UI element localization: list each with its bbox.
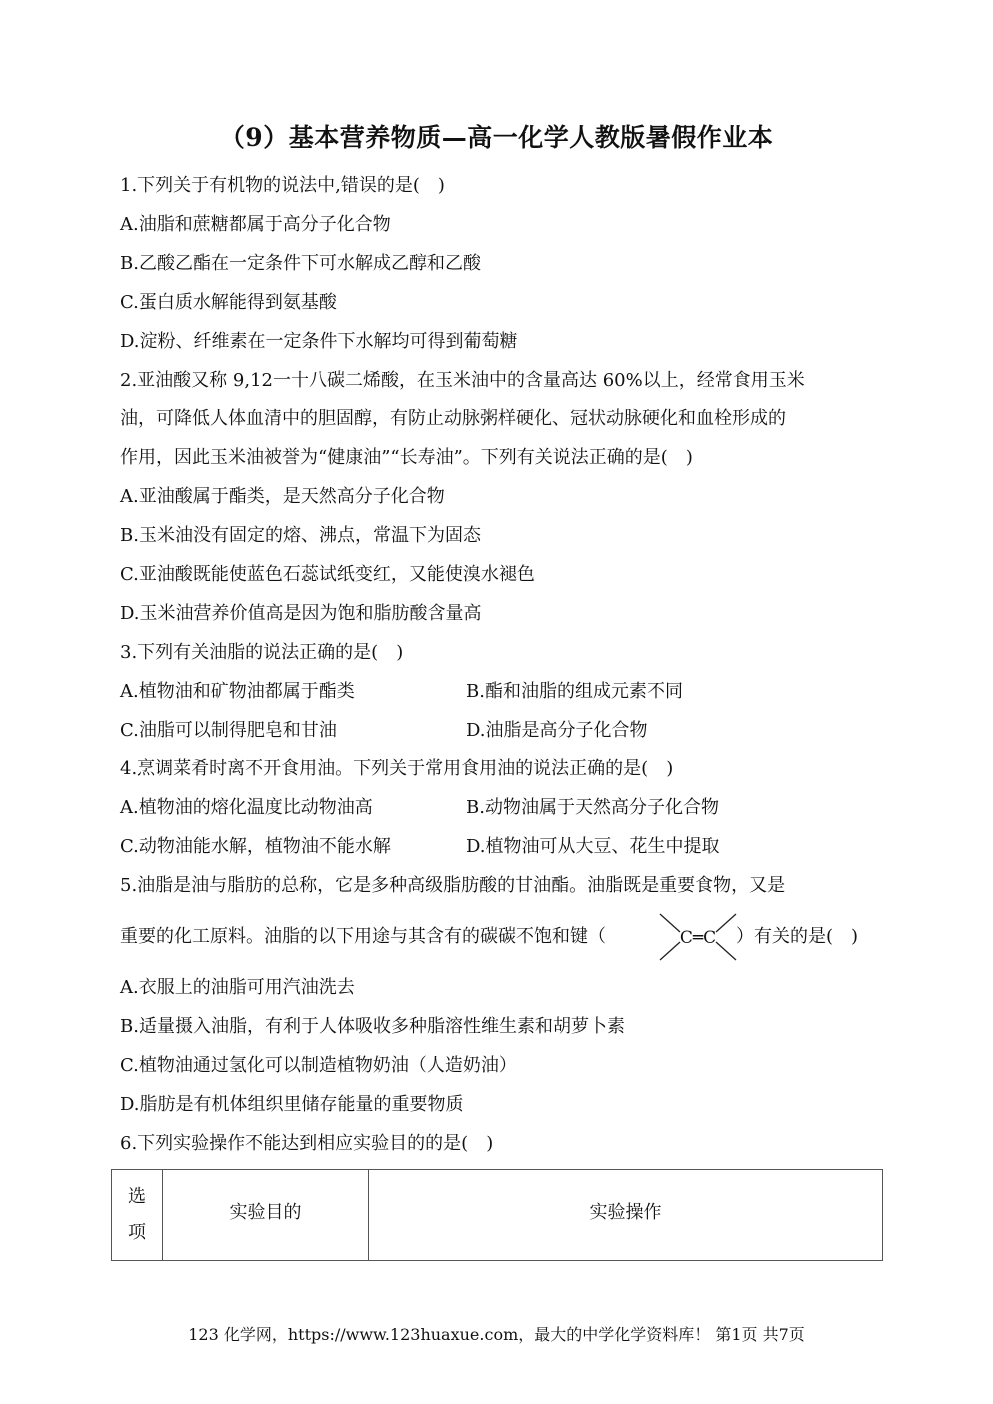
header-option-char2: 项 [128,1222,146,1243]
header-operation: 实验操作 [369,1170,883,1261]
q4-stem: 4.烹调菜肴时离不开食用油。下列关于常用食用油的说法正确的是( ) [120,758,674,779]
q2-stem-line2: 油，可降低人体血清中的胆固醇，有防止动脉粥样硬化、冠状动脉硬化和血栓形成的 [120,408,786,429]
q5-option-a: A.衣服上的油脂可用汽油洗去 [120,977,355,998]
header-option-char1: 选 [128,1186,146,1207]
q2-option-b: B.玉米油没有固定的熔、沸点，常温下为固态 [120,525,481,546]
q1-stem: 1.下列关于有机物的说法中,错误的是( ) [120,175,445,196]
q5-option-d: D.脂肪是有机体组织里储存能量的重要物质 [120,1094,464,1115]
bond-label: C═C [679,928,717,948]
q6-stem: 6.下列实验操作不能达到相应实验目的的是( ) [120,1133,494,1154]
experiment-table [111,1169,883,1261]
header-purpose: 实验目的 [163,1170,369,1261]
q3-stem: 3.下列有关油脂的说法正确的是( ) [120,642,404,663]
page-title: （9）基本营养物质—高一化学人教版暑假作业本 [219,123,774,152]
q5-option-b: B.适量摄入油脂，有利于人体吸收多种脂溶性维生素和胡萝卜素 [120,1016,625,1037]
carbon-carbon-double-bond-diagram [658,912,738,962]
q2-option-a: A.亚油酸属于酯类，是天然高分子化合物 [120,486,445,507]
q2-stem-line3: 作用，因此玉米油被誉为“健康油”“长寿油”。下列有关说法正确的是( ) [120,447,693,468]
q2-stem-line1: 2.亚油酸又称 9,12一十八碳二烯酸，在玉米油中的含量高达 60%以上，经常食用玉米 [120,370,805,391]
q3-option-c: C.油脂可以制得肥皂和甘油 [120,720,337,741]
q5-stem-line1: 5.油脂是油与脂肪的总称，它是多种高级脂肪酸的甘油酯。油脂既是重要食物，又是 [120,875,786,896]
q1-option-b: B.乙酸乙酯在一定条件下可水解成乙醇和乙酸 [120,253,481,274]
q5-stem-line2a: 重要的化工原料。油脂的以下用途与其含有的碳碳不饱和键（ [120,926,606,947]
q1-option-a: A.油脂和蔗糖都属于高分子化合物 [120,214,391,235]
q1-option-c: C.蛋白质水解能得到氨基酸 [120,292,337,313]
q5-option-c: C.植物油通过氢化可以制造植物奶油（人造奶油） [120,1055,517,1076]
q4-option-a: A.植物油的熔化温度比动物油高 [120,797,373,818]
q2-option-d: D.玉米油营养价值高是因为饱和脂肪酸含量高 [120,603,482,624]
table-header-row [112,1170,883,1261]
q2-option-c: C.亚油酸既能使蓝色石蕊试纸变红，又能使溴水褪色 [120,564,535,585]
header-option [112,1170,163,1261]
q3-option-b: B.酯和油脂的组成元素不同 [466,681,683,702]
q4-option-d: D.植物油可从大豆、花生中提取 [466,836,720,857]
q3-option-a: A.植物油和矿物油都属于酯类 [120,681,355,702]
q4-option-c: C.动物油能水解，植物油不能水解 [120,836,391,857]
q1-option-d: D.淀粉、纤维素在一定条件下水解均可得到葡萄糖 [120,331,518,352]
q4-option-b: B.动物油属于天然高分子化合物 [466,797,719,818]
q3-option-d: D.油脂是高分子化合物 [466,720,648,741]
page-footer: 123 化学网，https://www.123huaxue.com，最大的中学化学资料库！ 第1页 共7页 [188,1325,805,1344]
q5-stem-line2b: ）有关的是( ) [736,926,859,947]
